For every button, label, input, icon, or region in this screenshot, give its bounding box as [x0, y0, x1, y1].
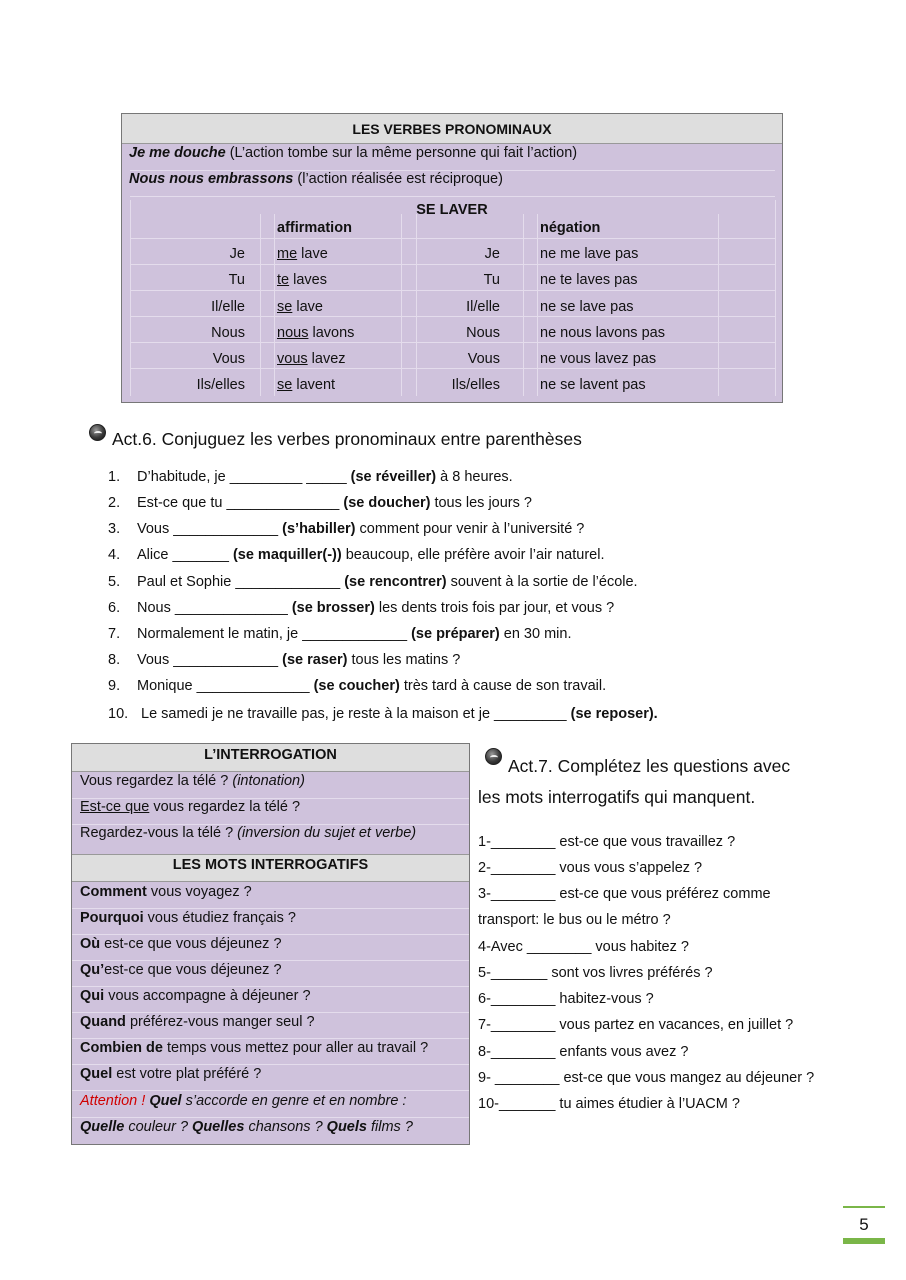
row-separator [72, 908, 469, 909]
pronoun-neg: Ils/elles [451, 377, 500, 393]
activity-icon [89, 424, 106, 441]
exercise-item: 4. Alice _______ (se maquiller(-)) beaucoup, elle préfère avoir l’air naturel. [108, 547, 605, 563]
question-item: 1-________ est-ce que vous travaillez ? [478, 834, 736, 850]
form-negative: ne nous lavons pas [540, 325, 665, 341]
se-laver-title: SE LAVER [416, 202, 488, 218]
question-item: 5-_______ sont vos livres préférés ? [478, 965, 713, 981]
form-negative: ne vous lavez pas [540, 351, 657, 367]
grid-line [130, 316, 775, 317]
form-affirmative: vous lavez [277, 351, 346, 367]
question-item: transport: le bus ou le métro ? [478, 912, 671, 928]
exercise-item: 5. Paul et Sophie _____________ (se rencontrer) souvent à la sortie de l’école. [108, 574, 638, 590]
form-negative: ne se lavent pas [540, 377, 646, 393]
exercise-item: 8. Vous _____________ (se raser) tous les matins ? [108, 652, 461, 668]
pronoun-neg: Je [484, 246, 500, 262]
pronoun-aff: Je [229, 246, 245, 262]
grid-line [537, 214, 538, 396]
pronoun-aff: Tu [228, 272, 245, 288]
pronoun-neg: Il/elle [466, 299, 500, 315]
mots-interrogatifs-title: LES MOTS INTERROGATIFS [72, 854, 469, 882]
pronominal-verbs-table [121, 113, 783, 403]
grid-line [274, 214, 275, 396]
activity-icon [485, 748, 502, 765]
form-affirmative: se lavent [277, 377, 336, 393]
question-item: 9- ________ est-ce que vous mangez au déjeuner ? [478, 1070, 815, 1086]
grid-line [130, 196, 775, 197]
exercise-item: 10. Le samedi je ne travaille pas, je reste à la maison et je _________ (se reposer). [108, 706, 658, 722]
grid-line [130, 264, 775, 265]
pronoun-neg: Nous [466, 325, 500, 341]
grid-line [260, 214, 261, 396]
interrogation-inversion: Regardez-vous la télé ? (inversion du sujet et verbe) [80, 825, 417, 841]
example-reflexive: Je me douche (L’action tombe sur la même personne qui fait l’action) [129, 145, 578, 161]
interrogation-table [71, 743, 470, 1145]
exercise-item: 2. Est-ce que tu ______________ (se doucher) tous les jours ? [108, 495, 532, 511]
interrogative-word-row: Comment vous voyagez ? [80, 884, 252, 900]
quel-agreement-examples: Quelle couleur ? Quelles chansons ? Quels films ? [80, 1119, 413, 1135]
form-negative: ne te laves pas [540, 272, 638, 288]
interrogative-word-row: Quand préférez-vous manger seul ? [80, 1014, 315, 1030]
exercise-item: 1. D’habitude, je _________ _____ (se réveiller) à 8 heures. [108, 469, 513, 485]
form-negative: ne se lave pas [540, 299, 634, 315]
grid-line [718, 214, 719, 396]
pronominal-verbs-title: LES VERBES PRONOMINAUX [122, 114, 782, 144]
question-item: 7-________ vous partez en vacances, en juillet ? [478, 1017, 794, 1033]
grid-line [130, 200, 131, 396]
grid-line [401, 214, 402, 396]
exercise-item: 3. Vous _____________ (s’habiller) comment pour venir à l’université ? [108, 521, 585, 537]
affirmation-header: affirmation [277, 220, 352, 236]
pronoun-aff: Ils/elles [196, 377, 245, 393]
row-separator [72, 1090, 469, 1091]
grid-line [130, 290, 775, 291]
question-item: 4-Avec ________ vous habitez ? [478, 939, 689, 955]
pronoun-neg: Tu [483, 272, 500, 288]
grid-line [130, 368, 775, 369]
row-separator [72, 1064, 469, 1065]
row-separator [72, 934, 469, 935]
row-separator [72, 986, 469, 987]
form-affirmative: me lave [277, 246, 328, 262]
interrogative-word-row: Qui vous accompagne à déjeuner ? [80, 988, 311, 1004]
exercise-item: 9. Monique ______________ (se coucher) très tard à cause de son travail. [108, 678, 607, 694]
form-affirmative: nous lavons [277, 325, 355, 341]
form-negative: ne me lave pas [540, 246, 639, 262]
act6-title: Act.6. Conjuguez les verbes pronominaux entre parenthèses [112, 429, 582, 449]
exercise-item: 7. Normalement le matin, je _____________ (se préparer) en 30 min. [108, 626, 572, 642]
interrogative-word-row: Où est-ce que vous déjeunez ? [80, 936, 282, 952]
exercise-item: 6. Nous ______________ (se brosser) les dents trois fois par jour, et vous ? [108, 600, 615, 616]
grid-line [416, 214, 417, 396]
form-affirmative: te laves [277, 272, 327, 288]
interrogation-intonation: Vous regardez la télé ? (intonation) [80, 773, 305, 789]
question-item: 3-________ est-ce que vous préférez comme [478, 886, 771, 902]
page-number: 5 [843, 1206, 885, 1242]
act7-title-line1: Act.7. Complétez les questions avec [508, 756, 791, 776]
page-number-bar [843, 1238, 885, 1244]
grid-line [130, 342, 775, 343]
row-separator [72, 1117, 469, 1118]
form-affirmative: se lave [277, 299, 323, 315]
interrogation-title: L’INTERROGATION [72, 744, 469, 772]
act7-title-line2: les mots interrogatifs qui manquent. [478, 787, 756, 807]
question-item: 10-_______ tu aimes étudier à l’UACM ? [478, 1096, 740, 1112]
interrogative-word-row: Qu’est-ce que vous déjeunez ? [80, 962, 282, 978]
pronoun-aff: Il/elle [211, 299, 245, 315]
interrogative-word-row: Quel est votre plat préféré ? [80, 1066, 262, 1082]
grid-line [523, 214, 524, 396]
row-separator [72, 960, 469, 961]
interrogative-word-row: Pourquoi vous étudiez français ? [80, 910, 296, 926]
question-item: 8-________ enfants vous avez ? [478, 1044, 689, 1060]
pronoun-aff: Nous [211, 325, 245, 341]
example-reciprocal: Nous nous embrassons (l’action réalisée est réciproque) [129, 171, 503, 187]
grid-line [775, 200, 776, 396]
question-item: 2-________ vous vous s’appelez ? [478, 860, 703, 876]
interrogative-word-row: Combien de temps vous mettez pour aller au travail ? [80, 1040, 429, 1056]
negation-header: négation [540, 220, 601, 236]
row-separator [72, 1038, 469, 1039]
interrogation-est-ce-que: Est-ce que vous regardez la télé ? [80, 799, 301, 815]
attention-note: Attention ! Quel s’accorde en genre et en nombre : [80, 1093, 407, 1109]
question-item: 6-________ habitez-vous ? [478, 991, 654, 1007]
pronoun-neg: Vous [467, 351, 500, 367]
grid-line [130, 238, 775, 239]
pronoun-aff: Vous [212, 351, 245, 367]
row-separator [72, 1012, 469, 1013]
